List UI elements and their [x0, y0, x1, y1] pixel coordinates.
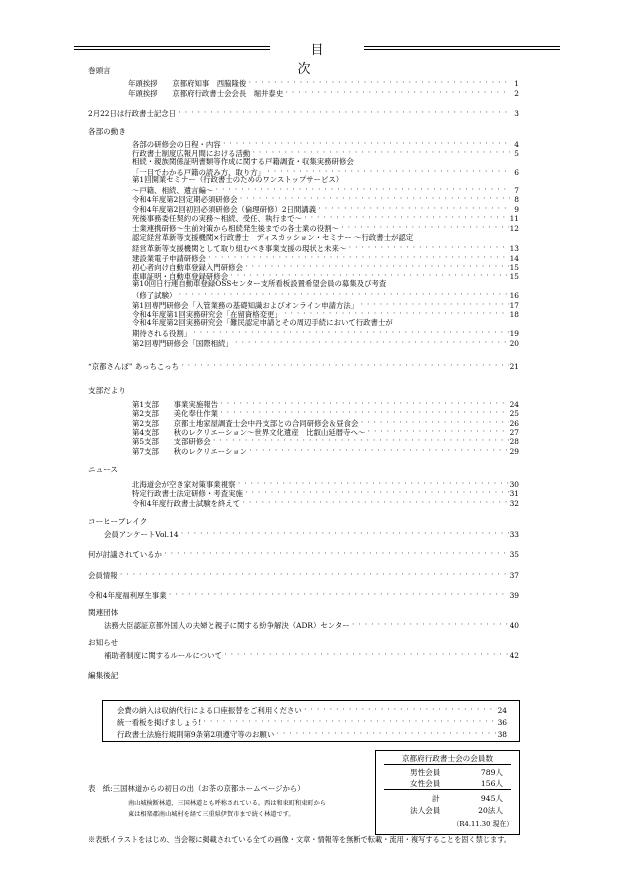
toc-entry: [132, 318, 519, 327]
section-heading: 各部の動き: [88, 127, 126, 136]
cover-caption: [88, 783, 305, 794]
notice-entry: [117, 704, 507, 715]
toc-page-number: 3: [514, 109, 519, 118]
toc-page-number: 38: [497, 730, 507, 739]
section-heading: 関連団体: [88, 608, 119, 617]
toc-entry: [88, 569, 519, 580]
toc-page-number: 40: [509, 621, 519, 630]
copyright-footnote: ※表紙イラストをはじめ、当会報に掲載されている全ての画像・文章・情報等を無断で転載・流用・複写することを固く禁じます。: [88, 835, 511, 844]
female-value: 156人: [480, 779, 503, 788]
toc-entry-title: 第2回専門研修会「国際相続」: [132, 339, 233, 348]
cover-note-1: 南山城検断林道、三国林道とも呼称されている。西は和束町和束町から: [128, 800, 326, 807]
toc-page-number: 15: [509, 263, 519, 272]
toc-entry: [132, 497, 519, 508]
toc-entry-title: 会員情報: [88, 571, 118, 580]
toc-entry-title: ～戸籍、相続、遺言編～: [132, 186, 214, 195]
corp-label: 法人会員: [410, 806, 441, 815]
dot-leader: [340, 222, 509, 233]
dot-leader: [202, 716, 496, 727]
toc-page-number: 17: [509, 301, 519, 310]
toc-page-number: 4: [514, 140, 519, 149]
member-count-heading: 京都府行政書士会の会員数: [401, 754, 494, 763]
section-heading: コーヒーブレイク: [88, 517, 148, 526]
corp-value: 20法人: [478, 806, 503, 815]
toc-page-number: 1: [514, 79, 519, 88]
dot-leader: [241, 497, 508, 508]
toc-entry-title: 第4支部 秋のレクリエーション～世界文化遺産 比叡山延暦寺へ～: [132, 428, 366, 437]
dot-leader: [180, 360, 509, 371]
toc-entry: [88, 360, 519, 371]
toc-entry-title: 令和4年度福利厚生事業: [88, 591, 167, 600]
toc-page-number: 20: [509, 339, 519, 348]
toc-page-number: 35: [509, 550, 519, 559]
toc-page-number: 37: [509, 571, 519, 580]
toc-page-number: 2: [514, 89, 519, 98]
toc-page-number: 6: [514, 168, 519, 177]
section-heading: 編集後記: [88, 671, 119, 680]
rule-left-bottom: [74, 49, 270, 50]
notice-entry: [117, 716, 507, 727]
toc-entry-title: 期待される役割」: [132, 329, 192, 338]
toc-page-number: 33: [509, 530, 519, 539]
male-label: 男性会員: [410, 768, 441, 777]
total-value: 945人: [480, 794, 503, 803]
toc-entry-title: 会費の納入は収納代行による口座振替をご利用ください: [117, 706, 302, 715]
toc-page-number: 30: [509, 480, 519, 489]
cover-label: 表 紙:: [88, 784, 113, 793]
dot-leader: [223, 649, 509, 660]
total-label: 計: [432, 794, 440, 803]
toc-entry-title: 補助者制度に関するルールについて: [104, 651, 222, 660]
toc-entry-title: 「一目でわかる戸籍の読み方、取り方」: [132, 168, 266, 177]
toc-entry-title: 特定行政書士法定研修・考査実施: [132, 489, 243, 498]
toc-entry-title: 相続・親族関係証明書類等作成に関する戸籍調査・収集実務研修会: [132, 157, 354, 166]
dot-leader: [168, 589, 509, 600]
toc-page-number: 14: [509, 254, 519, 263]
toc-entry-title: 車庫証明・自動車登録研修会: [132, 272, 229, 281]
toc-entry-title: 統一看板を掲げましょう!: [117, 718, 202, 727]
toc-entry-title: 令和4年度第1回実務研究会「在留資格変更」: [132, 310, 282, 319]
toc-page-number: 24: [509, 400, 519, 409]
toc-entry-title: 令和4年度行政書士試験を終えて: [132, 499, 241, 508]
toc-entry-title: 第1回専門研修会「入管業務の基礎知識およびオンライン申請方法」: [132, 301, 359, 310]
dot-leader: [284, 87, 510, 98]
toc-entry-title: 会員アンケートVol.14: [104, 530, 179, 539]
female-label: 女性会員: [410, 779, 441, 788]
toc-entry-title: 第5支部 支部研修会: [132, 437, 211, 446]
toc-entry-title: 年頭挨拶 京都府行政書士会会長 堀井泰史: [128, 89, 284, 98]
toc-page-number: 28: [509, 437, 519, 446]
toc-page-number: 9: [514, 205, 519, 214]
toc-entry-title: 何が討議されているか: [88, 550, 162, 559]
toc-page-number: 18: [509, 310, 519, 319]
toc-page-number: 25: [509, 409, 519, 418]
toc-entry-title: 第10回日行連自動車登録OSSセンター支所看板設置希望会員の募集及び考査: [132, 279, 387, 288]
toc-entry-title: 行政書士法施行規則第9条第2項遵守等のお願い: [117, 730, 275, 739]
toc-page-number: 31: [509, 489, 519, 498]
toc-entry-title: 北海道会が空き家対策事業視察: [132, 480, 236, 489]
section-heading: 支部だより: [88, 386, 126, 395]
toc-entry-title: 第1回開業セミナー（行政書士のためのワンストップサービス）: [132, 175, 344, 184]
toc-entry-title: （修了試験）: [132, 291, 177, 300]
member-box-rule-1: [384, 764, 511, 765]
toc-page-number: 39: [509, 591, 519, 600]
toc-entry-title: 認定経営革新等支援機関×行政書士 ディスカッション・セミナー ～行政書士が認定: [132, 233, 414, 242]
member-box-rule-2: [384, 789, 511, 790]
member-count-box: [375, 750, 520, 835]
cover-caption-text: 三国林道からの初日の出（お茶の京都ホームページから）: [112, 784, 305, 793]
dot-leader: [303, 704, 497, 715]
dot-leader: [275, 728, 496, 739]
toc-page-number: 8: [514, 195, 519, 204]
as-of-date: （R4.11.30 現在）: [452, 820, 513, 828]
toc-entry-title: 行政書士制度広報月間における活動: [132, 149, 251, 158]
toc-page-number: 29: [509, 447, 519, 456]
toc-entry-title: 経営革新等支援機関として取り組むべき事業支援の現状と未来～: [132, 244, 347, 253]
toc-entry: [104, 619, 519, 630]
toc-page-number: 11: [509, 214, 519, 223]
toc-entry-title: 第2支部 京都土地家屋調査士会中丹支部との合同研修会＆昼食会: [132, 419, 359, 428]
toc-page-number: 16: [509, 291, 519, 300]
toc-page-number: 36: [497, 718, 507, 727]
rule-right-bottom: [364, 49, 560, 50]
toc-entry-title: 士業連携研修～生前対策から相続発生後までの各士業の役割～: [132, 224, 339, 233]
toc-entry-title: 建設業電子申請研修会: [132, 254, 206, 263]
cover-note-2: 東は相楽郡南山城村を経て三重県伊賀市まで続く林道です。: [128, 811, 295, 818]
toc-entry-title: “京都さんぽ” あっちこっち: [88, 362, 179, 371]
toc-entry: [88, 107, 519, 118]
toc-entry: [104, 649, 519, 660]
toc-entry-title: 年頭挨拶 京都府知事 西脇隆俊: [128, 79, 247, 88]
rule-right-top: [364, 46, 560, 47]
toc-entry: [132, 175, 519, 184]
toc-entry: [132, 445, 519, 456]
dot-leader: [177, 107, 510, 118]
toc-entry-title: 第2支部 美化奉仕作業: [132, 409, 219, 418]
page-title: 目 次: [297, 43, 389, 77]
toc-entry-title: 法務大臣認証京都外国人の夫婦と親子に関する紛争解決（ADR）センター: [104, 621, 350, 630]
toc-entry: [88, 548, 519, 559]
toc-page-number: 21: [509, 362, 519, 371]
toc-page-number: 27: [509, 428, 519, 437]
toc-entry-title: 死後事務委任契約の実務～相続、受任、執行まで～: [132, 214, 302, 223]
toc-page-number: 24: [497, 706, 507, 715]
toc-entry-title: 令和4年度第2回実務研究会「難民認定申請とその周辺手続において行政書士が: [132, 318, 393, 327]
toc-entry-title: 初心者向け自動車登録入門研修会: [132, 263, 243, 272]
toc-page-number: 12: [509, 224, 519, 233]
dot-leader: [234, 337, 509, 348]
section-heading: お知らせ: [88, 638, 119, 647]
dot-leader: [180, 528, 509, 539]
toc-entry-title: 第1支部 事業実施報告: [132, 400, 219, 409]
toc-page-number: 13: [509, 244, 519, 253]
dot-leader: [351, 619, 509, 630]
toc-entry: [132, 157, 519, 166]
toc-entry-title: 第7支部 秋のレクリエーション: [132, 447, 247, 456]
notice-entry: [117, 728, 507, 739]
dot-leader: [248, 445, 509, 456]
notice-box: [102, 700, 520, 742]
dot-leader: [163, 548, 509, 559]
toc-page-number: 15: [509, 272, 519, 281]
toc-entry-title: 各部の研修会の日程・内容: [132, 140, 221, 149]
section-heading: 巻頭言: [88, 66, 111, 75]
toc-page-number: 19: [509, 329, 519, 338]
toc-entry-title: 令和4年度第2回初回必須研修会（倫理研修）2日間講義: [132, 205, 317, 214]
toc-entry: [132, 279, 519, 288]
toc-page-number: 7: [514, 186, 519, 195]
toc-page-number: 5: [514, 149, 519, 158]
dot-leader: [119, 569, 509, 580]
toc-entry: [132, 337, 519, 348]
section-heading: ニュース: [88, 465, 118, 474]
toc-entry: [104, 528, 519, 539]
toc-page-number: 32: [509, 499, 519, 508]
toc-entry: [132, 233, 519, 242]
rule-left-top: [74, 46, 270, 47]
toc-entry: [128, 87, 519, 98]
toc-entry-title: 2月22日は行政書士記念日: [88, 109, 177, 118]
toc-page-number: 42: [509, 651, 519, 660]
male-value: 789人: [480, 768, 503, 777]
toc-page-number: 26: [509, 419, 519, 428]
toc-entry: [88, 589, 519, 600]
toc-entry: [132, 222, 519, 233]
toc-entry-title: 令和4年度第2回定期必須研修会: [132, 195, 238, 204]
